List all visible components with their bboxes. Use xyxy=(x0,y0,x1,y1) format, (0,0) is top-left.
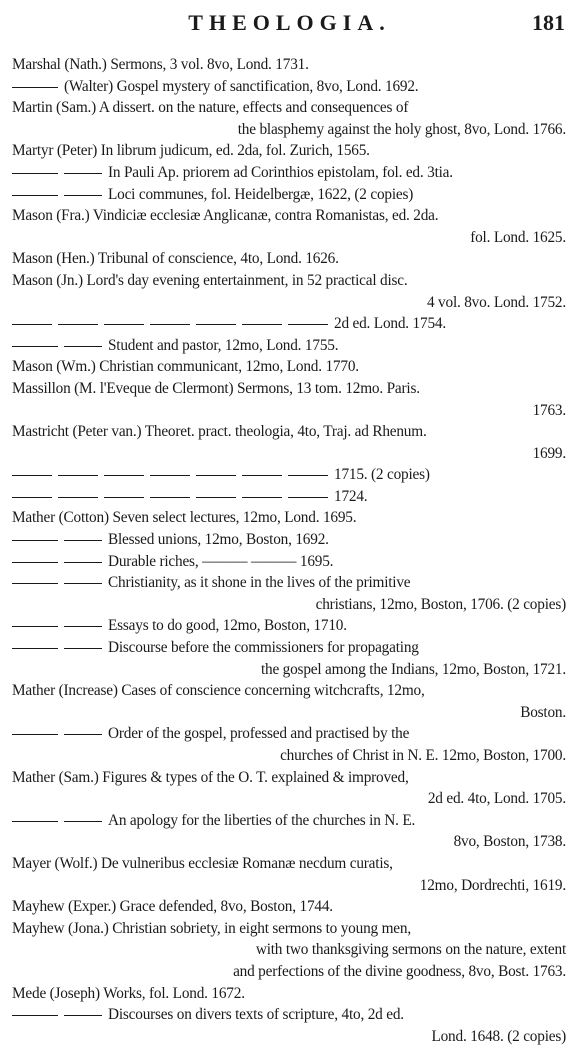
entry-text: Durable riches, ——— ——— 1695. xyxy=(108,552,334,570)
entry-text: In Pauli Ap. priorem ad Corinthios epistolam, fol. ed. 3tia. xyxy=(108,163,453,181)
ditto-dash xyxy=(12,346,58,347)
ditto-dash xyxy=(150,497,190,498)
catalogue-line xyxy=(12,680,568,702)
ditto-dash xyxy=(64,173,102,174)
catalogue-entries xyxy=(12,54,568,1047)
catalogue-line xyxy=(12,810,568,832)
entry-text: Mayhew (Exper.) Grace defended, 8vo, Boston, 1744. xyxy=(12,898,333,916)
entry-text: 1724. xyxy=(334,487,368,505)
page-header xyxy=(0,10,579,40)
ditto-dash xyxy=(12,626,58,627)
entry-text: (Walter) Gospel mystery of sanctification, 8vo, Lond. 1692. xyxy=(64,77,419,95)
entry-text: Discourses on divers texts of scripture, 4to, 2d ed. xyxy=(108,1006,404,1024)
ditto-dash xyxy=(12,821,58,822)
entry-text: the blasphemy against the holy ghost, 8vo, Lond. 1766. xyxy=(237,120,566,138)
catalogue-line xyxy=(12,313,568,335)
entry-text: 4 vol. 8vo. Lond. 1752. xyxy=(426,293,566,311)
ditto-dash xyxy=(12,540,58,541)
catalogue-line xyxy=(12,486,568,508)
catalogue-line xyxy=(12,356,568,378)
entry-text: Marshal (Nath.) Sermons, 3 vol. 8vo, Lond. 1731. xyxy=(12,56,309,73)
entry-text: 1763. xyxy=(532,401,566,419)
ditto-dash xyxy=(64,540,102,541)
entry-text: with two thanksgiving sermons on the nature, extent xyxy=(255,941,566,959)
entry-text: Mason (Fra.) Vindiciæ ecclesiæ Anglicanæ, contra Romanistas, ed. 2da. xyxy=(12,207,439,225)
ditto-dash xyxy=(64,583,102,584)
catalogue-line xyxy=(12,853,568,875)
ditto-dash xyxy=(64,626,102,627)
entry-text: Martin (Sam.) A dissert. on the nature, effects and consequences of xyxy=(12,99,409,117)
catalogue-line xyxy=(12,97,568,119)
entry-text: Mayer (Wolf.) De vulneribus ecclesiæ Romanæ necdum curatis, xyxy=(12,854,393,872)
ditto-dash xyxy=(12,648,58,649)
catalogue-line xyxy=(12,76,568,98)
entry-text: Mason (Hen.) Tribunal of conscience, 4to, Lond. 1626. xyxy=(12,250,339,268)
entry-text: An apology for the liberties of the churches in N. E. xyxy=(108,811,416,829)
entry-text: Essays to do good, 12mo, Boston, 1710. xyxy=(108,617,347,635)
entry-text: Martyr (Peter) In librum judicum, ed. 2da, fol. Zurich, 1565. xyxy=(12,142,370,160)
ditto-dash xyxy=(12,475,52,476)
ditto-dash xyxy=(64,1015,102,1016)
catalogue-line xyxy=(12,702,568,724)
catalogue-line xyxy=(12,529,568,551)
page-title: THEOLOGIA. xyxy=(188,10,391,35)
entry-text: 2d ed. 4to, Lond. 1705. xyxy=(427,790,566,808)
catalogue-line xyxy=(12,378,568,400)
ditto-dash xyxy=(242,475,282,476)
catalogue-line xyxy=(12,507,568,529)
catalogue-line xyxy=(12,723,568,745)
catalogue-line xyxy=(12,551,568,573)
catalogue-line xyxy=(12,572,568,594)
entry-text: 2d ed. Lond. 1754. xyxy=(334,315,446,333)
ditto-dash xyxy=(150,324,190,325)
catalogue-line xyxy=(12,335,568,357)
ditto-dash xyxy=(288,497,328,498)
entry-text: Mason (Jn.) Lord's day evening entertainment, in 52 practical disc. xyxy=(12,271,408,289)
entry-text: Boston. xyxy=(520,703,566,721)
entry-text: fol. Lond. 1625. xyxy=(470,228,566,246)
catalogue-line xyxy=(12,140,568,162)
catalogue-line xyxy=(12,443,568,465)
catalogue-line xyxy=(12,983,568,1005)
entry-text: and perfections of the divine goodness, 8vo, Bost. 1763. xyxy=(233,962,566,980)
catalogue-line xyxy=(12,292,568,314)
catalogue-line xyxy=(12,918,568,940)
entry-text: 1699. xyxy=(532,444,566,462)
ditto-dash xyxy=(64,195,102,196)
ditto-dash xyxy=(12,87,58,88)
entry-text: Student and pastor, 12mo, Lond. 1755. xyxy=(108,336,339,354)
entry-text: Mather (Increase) Cases of conscience concerning witchcrafts, 12mo, xyxy=(12,682,425,700)
ditto-dash xyxy=(12,497,52,498)
catalogue-line xyxy=(12,248,568,270)
ditto-dash xyxy=(12,562,58,563)
catalogue-line xyxy=(12,421,568,443)
ditto-dash xyxy=(58,324,98,325)
catalogue-line xyxy=(12,54,568,76)
catalogue-line xyxy=(12,184,568,206)
entry-text: christians, 12mo, Boston, 1706. (2 copies) xyxy=(315,595,566,613)
ditto-dash xyxy=(288,324,328,325)
entry-text: Loci communes, fol. Heidelbergæ, 1622, (2 copies) xyxy=(108,185,414,203)
catalogue-line xyxy=(12,637,568,659)
ditto-dash xyxy=(104,497,144,498)
entry-text: Blessed unions, 12mo, Boston, 1692. xyxy=(108,531,329,549)
entry-text: Lond. 1648. (2 copies) xyxy=(431,1027,566,1045)
entry-text: Christianity, as it shone in the lives of the primitive xyxy=(108,574,411,592)
catalogue-line xyxy=(12,659,568,681)
entry-text: 8vo, Boston, 1738. xyxy=(453,833,566,851)
catalogue-line xyxy=(12,961,568,983)
ditto-dash xyxy=(242,497,282,498)
catalogue-line xyxy=(12,1004,568,1026)
ditto-dash xyxy=(64,648,102,649)
ditto-dash xyxy=(64,562,102,563)
catalogue-line xyxy=(12,119,568,141)
ditto-dash xyxy=(196,324,236,325)
ditto-dash xyxy=(104,324,144,325)
catalogue-line xyxy=(12,594,568,616)
entry-text: Mather (Sam.) Figures & types of the O. T. explained & improved, xyxy=(12,768,409,786)
entry-text: churches of Christ in N. E. 12mo, Boston, 1700. xyxy=(280,747,566,764)
entry-text: 12mo, Dordrechti, 1619. xyxy=(419,876,566,894)
catalogue-line xyxy=(12,896,568,918)
entry-text: Order of the gospel, professed and practised by the xyxy=(108,725,410,743)
catalogue-line xyxy=(12,745,568,767)
catalogue-line xyxy=(12,270,568,292)
catalogue-line xyxy=(12,1026,568,1047)
entry-text: the gospel among the Indians, 12mo, Boston, 1721. xyxy=(260,660,566,678)
ditto-dash xyxy=(12,324,52,325)
catalogue-line xyxy=(12,162,568,184)
ditto-dash xyxy=(242,324,282,325)
ditto-dash xyxy=(64,734,102,735)
entry-text: 1715. (2 copies) xyxy=(334,466,430,484)
ditto-dash xyxy=(58,497,98,498)
entry-text: Mather (Cotton) Seven select lectures, 12mo, Lond. 1695. xyxy=(12,509,357,527)
ditto-dash xyxy=(58,475,98,476)
catalogue-line xyxy=(12,227,568,249)
catalogue-line xyxy=(12,939,568,961)
ditto-dash xyxy=(64,821,102,822)
entry-text: Discourse before the commissioners for propagating xyxy=(108,639,419,657)
ditto-dash xyxy=(12,583,58,584)
catalogue-line xyxy=(12,831,568,853)
entry-text: Mayhew (Jona.) Christian sobriety, in eight sermons to young men, xyxy=(12,919,411,937)
ditto-dash xyxy=(288,475,328,476)
ditto-dash xyxy=(12,1015,58,1016)
catalogue-line xyxy=(12,875,568,897)
ditto-dash xyxy=(12,173,58,174)
entry-text: Massillon (M. l'Eveque de Clermont) Sermons, 13 tom. 12mo. Paris. xyxy=(12,379,420,397)
ditto-dash xyxy=(12,734,58,735)
ditto-dash xyxy=(150,475,190,476)
catalogue-line xyxy=(12,788,568,810)
ditto-dash xyxy=(104,475,144,476)
entry-text: Mason (Wm.) Christian communicant, 12mo, Lond. 1770. xyxy=(12,358,359,376)
ditto-dash xyxy=(12,195,58,196)
catalogue-line xyxy=(12,205,568,227)
ditto-dash xyxy=(196,497,236,498)
ditto-dash xyxy=(64,346,102,347)
catalogue-line xyxy=(12,767,568,789)
catalogue-line xyxy=(12,464,568,486)
catalogue-line xyxy=(12,400,568,422)
ditto-dash xyxy=(196,475,236,476)
page-number: 181 xyxy=(532,10,565,35)
entry-text: Mede (Joseph) Works, fol. Lond. 1672. xyxy=(12,984,245,1002)
entry-text: Mastricht (Peter van.) Theoret. pract. theologia, 4to, Traj. ad Rhenum. xyxy=(12,423,427,441)
catalogue-line xyxy=(12,615,568,637)
